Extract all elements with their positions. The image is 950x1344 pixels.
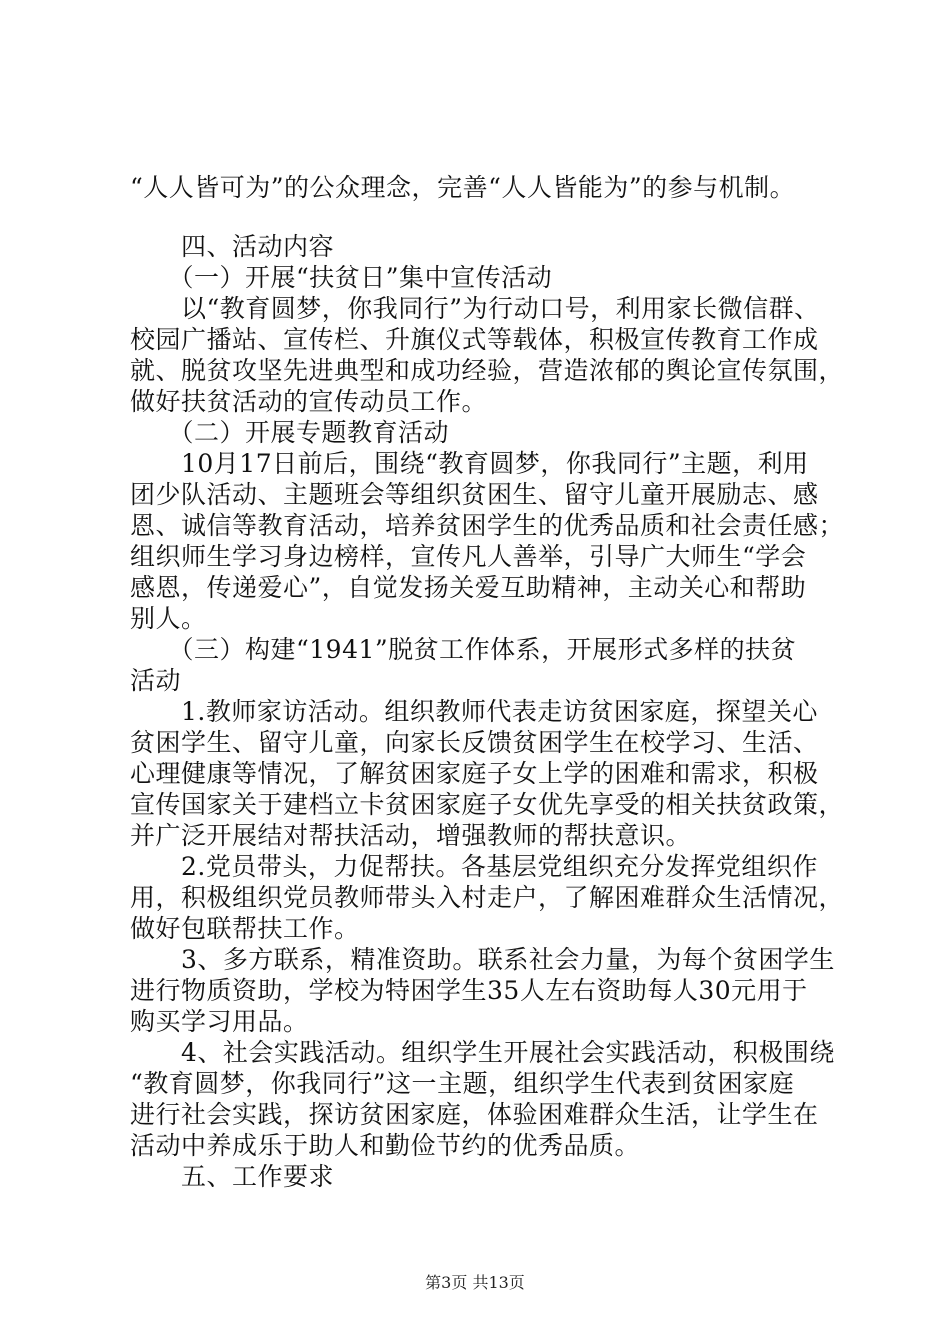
text-line: 别人。 xyxy=(130,604,207,633)
text-line: “教育圆梦，你我同行”这一主题，组织学生代表到贫困家庭 xyxy=(130,1069,795,1098)
text-line: 并广泛开展结对帮扶活动，增强教师的帮扶意识。 xyxy=(130,821,692,850)
text-line: 做好扶贫活动的宣传动员工作。 xyxy=(130,387,488,416)
subsection-heading: （三）构建“1941”脱贫工作体系，开展形式多样的扶贫 xyxy=(130,635,797,664)
text-line: 用，积极组织党员教师带头入村走户，了解困难群众生活情况， xyxy=(130,883,845,912)
subsection-heading: 活动 xyxy=(130,666,182,695)
text-line: 2.党员带头，力促帮扶。各基层党组织充分发挥党组织作 xyxy=(130,852,818,881)
text-line: 以“教育圆梦，你我同行”为行动口号，利用家长微信群、 xyxy=(130,294,820,323)
section-heading: 四、活动内容 xyxy=(130,232,335,261)
text-line: 就、脱贫攻坚先进典型和成功经验，营造浓郁的舆论宣传氛围， xyxy=(130,356,845,385)
text-line: 恩、诚信等教育活动，培养贫困学生的优秀品质和社会责任感； xyxy=(130,511,845,540)
text-line: 购买学习用品。 xyxy=(130,1007,309,1036)
text-line: 3、多方联系，精准资助。联系社会力量，为每个贫困学生 xyxy=(130,945,835,974)
section-heading: 五、工作要求 xyxy=(130,1162,335,1191)
text-line: 心理健康等情况，了解贫困家庭子女上学的困难和需求，积极 xyxy=(130,759,819,788)
text-line: “人人皆可为”的公众理念，完善“人人皆能为”的参与机制。 xyxy=(130,173,796,202)
text-line: 1.教师家访活动。组织教师代表走访贫困家庭，探望关心 xyxy=(130,697,818,726)
text-line: 组织师生学习身边榜样，宣传凡人善举，引导广大师生“学会 xyxy=(130,542,807,571)
subsection-heading: （一）开展“扶贫日”集中宣传活动 xyxy=(130,263,553,292)
paragraph-gap xyxy=(130,203,830,231)
text-line: 校园广播站、宣传栏、升旗仪式等载体，积极宣传教育工作成 xyxy=(130,325,819,354)
page-number-footer: 第3页 共13页 xyxy=(425,1273,525,1292)
text-line: 进行物质资助，学校为特困学生35人左右资助每人30元用于 xyxy=(130,976,808,1005)
text-line: 团少队活动、主题班会等组织贫困生、留守儿童开展励志、感 xyxy=(130,480,819,509)
document-body xyxy=(130,172,845,1192)
subsection-heading: （二）开展专题教育活动 xyxy=(130,418,450,447)
text-line: 4、社会实践活动。组织学生开展社会实践活动，积极围绕 xyxy=(130,1038,835,1067)
text-line: 做好包联帮扶工作。 xyxy=(130,914,360,943)
text-line: 宣传国家关于建档立卡贫困家庭子女优先享受的相关扶贫政策， xyxy=(130,790,845,819)
text-line: 10月17日前后，围绕“教育圆梦，你我同行”主题，利用 xyxy=(130,449,809,478)
text-line: 活动中养成乐于助人和勤俭节约的优秀品质。 xyxy=(130,1131,641,1160)
text-line: 贫困学生、留守儿童，向家长反馈贫困学生在校学习、生活、 xyxy=(130,728,819,757)
text-line: 感恩，传递爱心”，自觉发扬关爱互助精神，主动关心和帮助 xyxy=(130,573,807,602)
text-line: 进行社会实践，探访贫困家庭，体验困难群众生活，让学生在 xyxy=(130,1100,819,1129)
